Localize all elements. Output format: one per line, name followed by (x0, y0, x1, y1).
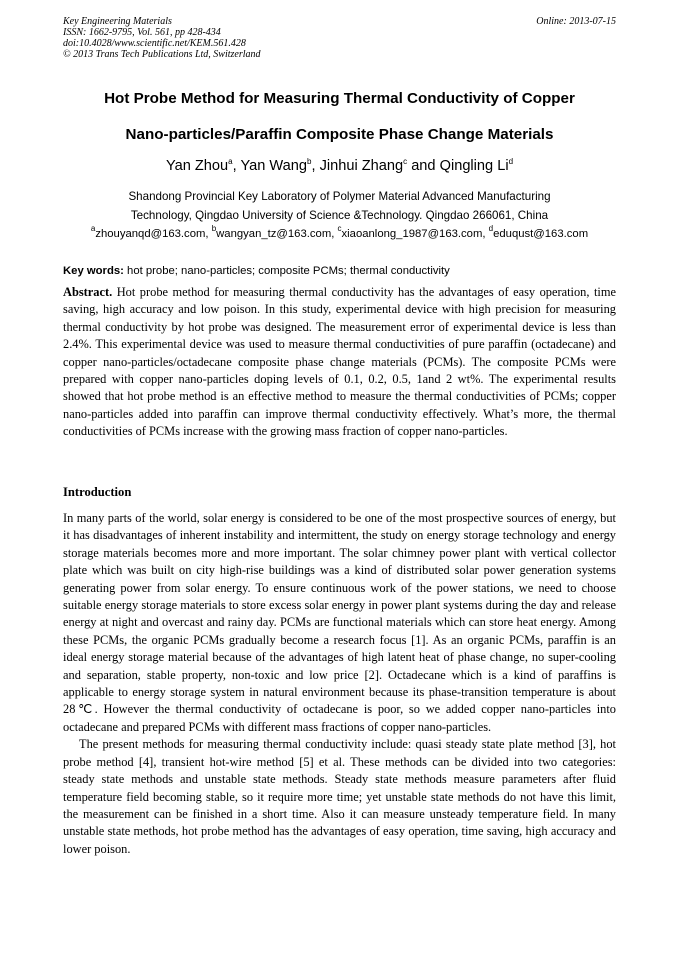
author-name: Qingling Li (439, 158, 509, 174)
keywords-label: Key words: (63, 265, 124, 277)
email-list (60, 224, 619, 241)
author-mark: a (228, 157, 233, 166)
abstract-label: Abstract. (63, 285, 113, 299)
keywords-text: hot probe; nano-particles; composite PCMs; thermal conductivity (123, 265, 450, 277)
email-address[interactable]: wangyan_tz@163.com (216, 228, 332, 240)
author-list (63, 157, 616, 175)
author-separator: and (407, 158, 440, 174)
author-name: Yan Wang (240, 158, 307, 174)
journal-name: Key Engineering Materials (63, 16, 172, 27)
journal-header (63, 16, 616, 60)
journal-copyright: © 2013 Trans Tech Publications Ltd, Switzerland (63, 49, 261, 60)
email-separator: , (482, 228, 489, 240)
introduction-paragraph-2: The present methods for measuring thermal conductivity include: quasi steady state plate method [3], hot probe method [4], transient hot-wire method [5] et al. These methods can be divided into two categories: steady state methods and unstable state methods. Steady state methods measure parameters after fluid temperature field becoming stable, so it require more time; yet unstable state methods do not have this limit, the measurement can be finished in a short time. Also it can measure unsteady temperature field. In many unstable state methods, hot probe method has the advantages of easy operation, time saving, high accuracy and lower poison. (63, 737, 616, 856)
abstract-text: Hot probe method for measuring thermal conductivity has the advantages of easy operation, time saving, high accuracy and low poison. In this study, experimental device with high precision for measuring thermal conductivity by hot probe was designed. The measurement error of experimental device is less than 2.4%. This experimental device was used to measure thermal conductivities of pure paraffin (octadecane) and copper nano-particles/octadecane composite phase change materials (PCMs). The composite PCMs were prepared with copper nano-particles doping levels of 0.1, 0.2, 0.5, 1and 2 wt%. The experimental results showed that hot probe method is an effective method to measure the thermal conductivities of PCMs; copper nano-particles added into paraffin can improve thermal conductivity effectively. What’s more, the thermal conductivities of PCMs increase with the growing mass fraction of copper nano-particles. (63, 285, 616, 439)
email-address[interactable]: zhouyanqd@163.com (95, 228, 206, 240)
keywords (63, 264, 616, 278)
author-name: Jinhui Zhang (319, 158, 404, 174)
email-mark: b (211, 224, 217, 233)
journal-issn: ISSN: 1662-9795, Vol. 561, pp 428-434 (63, 27, 221, 38)
email-mark: a (90, 224, 96, 233)
email-address[interactable]: xiaoanlong_1987@163.com (341, 228, 483, 240)
abstract (63, 284, 616, 441)
author-mark: c (403, 157, 408, 166)
author-separator: , (311, 158, 320, 174)
email-mark: c (337, 224, 342, 233)
section-heading-introduction: Introduction (63, 485, 132, 499)
author-name: Yan Zhou (165, 158, 229, 174)
email-mark: d (488, 224, 494, 233)
paper-title-line-2: Nano-particles/Paraffin Composite Phase Change Materials (125, 126, 554, 143)
affiliation-line-2: Technology, Qingdao University of Science &Technology. Qingdao 266061, China (130, 209, 549, 222)
email-separator: , (205, 228, 212, 240)
journal-doi: doi:10.4028/www.scientific.net/KEM.561.428 (63, 38, 246, 49)
author-separator: , (232, 158, 241, 174)
introduction-body (63, 510, 616, 858)
online-date: Online: 2013-07-15 (536, 16, 616, 27)
paper-title-line-1: Hot Probe Method for Measuring Thermal Conductivity of Copper (104, 90, 575, 107)
email-address[interactable]: eduqust@163.com (493, 228, 589, 240)
affiliation-line-1: Shandong Provincial Key Laboratory of Polymer Material Advanced Manufacturing (128, 190, 551, 203)
introduction-paragraph-1: In many parts of the world, solar energy is considered to be one of the most prospective sources of energy, but it has disadvantages of inherent instability and intermittent, the study on energy storage technology and energy storage materials becomes more and more important. The solar chimney power plant with vertical collector plate which was built on city high-rise buildings was a kind of distributed solar power generation systems generating power from solar energy. To ensure continuous work of the power stations, we need to choose suitable energy storage materials to store excess solar energy in power plant systems during the day and release energy at night and overcast and rainy day. PCMs are functional materials which can store heat energy. Among these PCMs, the organic PCMs gradually become a research focus [1]. As an organic PCMs, paraffin is an ideal energy storage material because of the advantages of high latent heat of phase change, no super-cooling and separation, stable property, non-toxic and low price [2]. Octadecane which is a kind of paraffins is applicable to energy storage system in natural environment because its phase-transition temperature is about 28℃. However the thermal conductivity of octadecane is poor, so we added copper nano-particles into octadecane and prepared PCMs with different mass fractions of copper nano-particles. (63, 511, 616, 734)
email-separator: , (331, 228, 338, 240)
author-mark: b (307, 157, 312, 166)
author-mark: d (508, 157, 514, 166)
